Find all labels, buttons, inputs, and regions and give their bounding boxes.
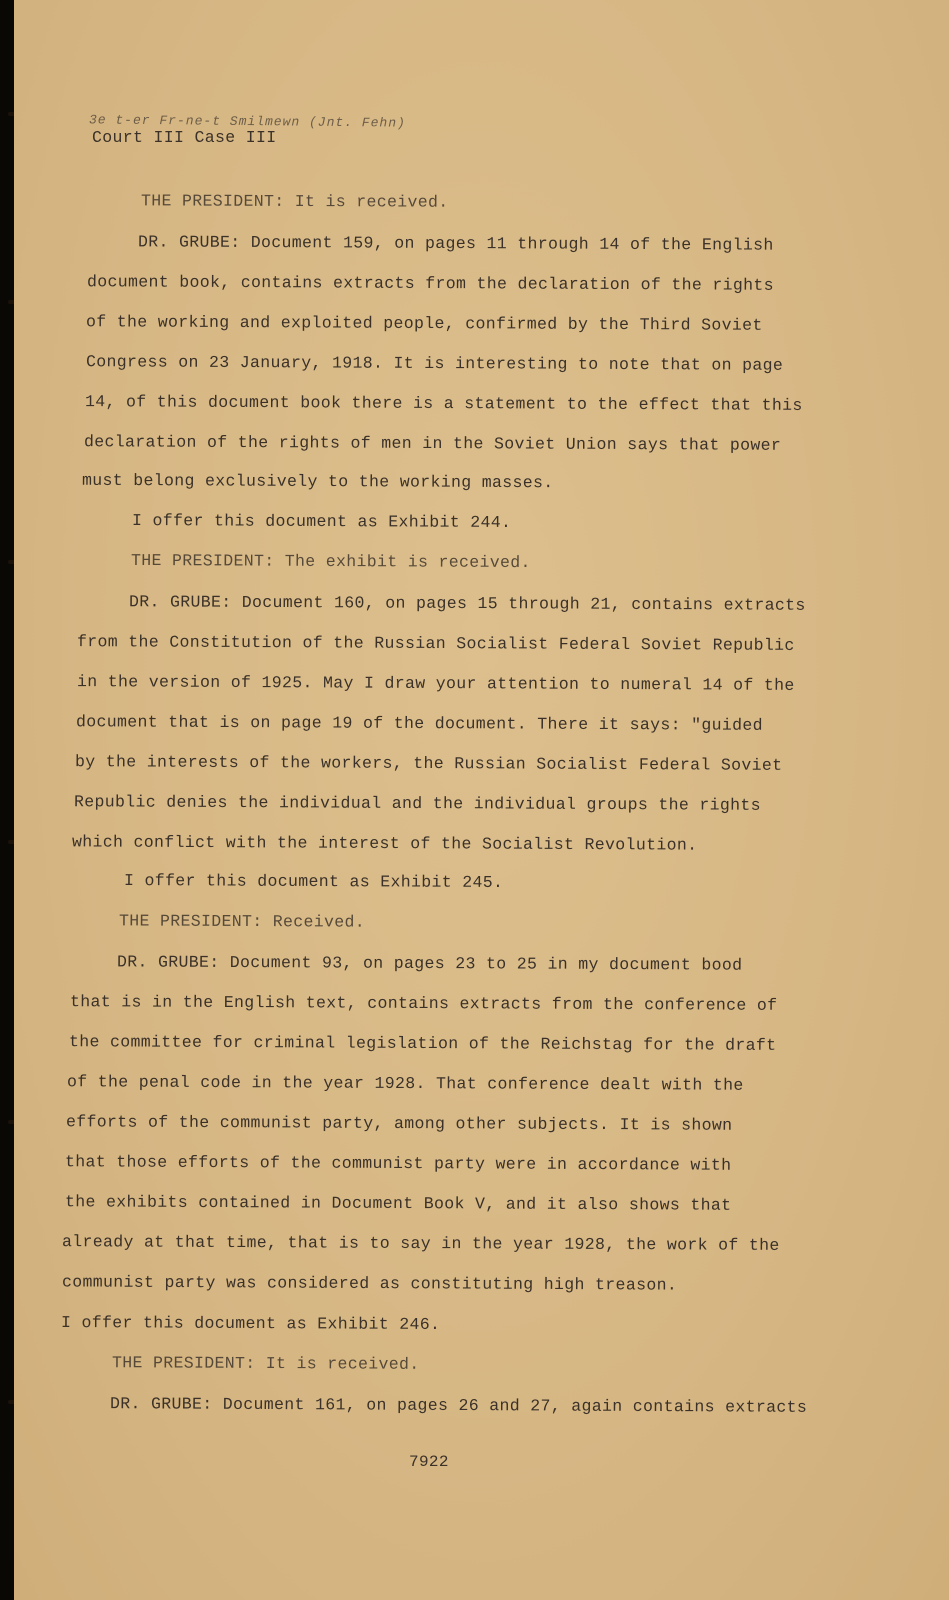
- transcript-line: I offer this document as Exhibit 244.: [131, 511, 512, 532]
- transcript-line: the exhibits contained in Document Book V, and it also shows that: [64, 1192, 732, 1215]
- transcript-line: must belong exclusively to the working masses.: [81, 470, 554, 493]
- transcript-line: document that is on page 19 of the document. There it says: "guided: [75, 712, 763, 735]
- case-line: Court III Case III: [92, 128, 277, 147]
- transcript-line: DR. GRUBE: Document 160, on pages 15 through 21, contains extracts: [128, 592, 806, 615]
- transcript-line: DR. GRUBE: Document 93, on pages 23 to 25 in my document bood: [116, 952, 743, 975]
- transcript-line: in the version of 1925. May I draw your attention to numeral 14 of the: [76, 672, 795, 695]
- transcript-line: THE PRESIDENT: The exhibit is received.: [130, 550, 531, 573]
- transcript-line: Republic denies the individual and the individual groups the rights: [73, 792, 761, 815]
- transcript-line: DR. GRUBE: Document 161, on pages 26 and 27, again contains extracts: [109, 1394, 808, 1417]
- transcript-line: from the Constitution of the Russian Socialist Federal Soviet Republic: [76, 632, 795, 655]
- transcript-line: which conflict with the interest of the Socialist Revolution.: [71, 832, 698, 855]
- page-number: 7922: [409, 1453, 449, 1471]
- binding-edge: [0, 0, 14, 1600]
- transcript-line: declaration of the rights of men in the Soviet Union says that power: [83, 432, 782, 455]
- transcript-line: by the interests of the workers, the Russian Socialist Federal Soviet: [74, 752, 783, 775]
- transcript-line: the committee for criminal legislation of the Reichstag for the draft: [68, 1032, 777, 1055]
- transcript-line: 14, of this document book there is a statement to the effect that this: [84, 392, 803, 415]
- transcript-line: that those efforts of the communist party were in accordance with: [64, 1152, 732, 1175]
- transcript-line: I offer this document as Exhibit 245.: [123, 871, 504, 892]
- transcript-line: of the working and exploited people, confirmed by the Third Soviet: [85, 312, 763, 335]
- transcript-line: efforts of the communist party, among other subjects. It is shown: [65, 1112, 733, 1135]
- transcript-line: Congress on 23 January, 1918. It is interesting to note that on page: [85, 352, 784, 375]
- transcript-line: that is in the English text, contains extracts from the conference of: [69, 992, 778, 1015]
- transcript-line: of the penal code in the year 1928. That conference dealt with the: [66, 1072, 744, 1095]
- transcript-line: DR. GRUBE: Document 159, on pages 11 through 14 of the English: [137, 232, 774, 255]
- transcript-line: THE PRESIDENT: It is received.: [111, 1353, 420, 1374]
- transcript-line: document book, contains extracts from the declaration of the rights: [86, 272, 774, 295]
- transcript-line: I offer this document as Exhibit 246.: [60, 1313, 441, 1334]
- document-page: [14, 0, 949, 1600]
- transcript-line: THE PRESIDENT: Received.: [118, 911, 366, 932]
- transcript-line: THE PRESIDENT: It is received.: [140, 191, 449, 212]
- transcript-line: communist party was considered as constituting high treason.: [61, 1272, 678, 1295]
- handwritten-header-note: 3e t-er Fr-ne-t Smilmewn (Jnt. Fehn): [88, 112, 406, 131]
- transcript-line: already at that time, that is to say in the year 1928, the work of the: [61, 1232, 780, 1255]
